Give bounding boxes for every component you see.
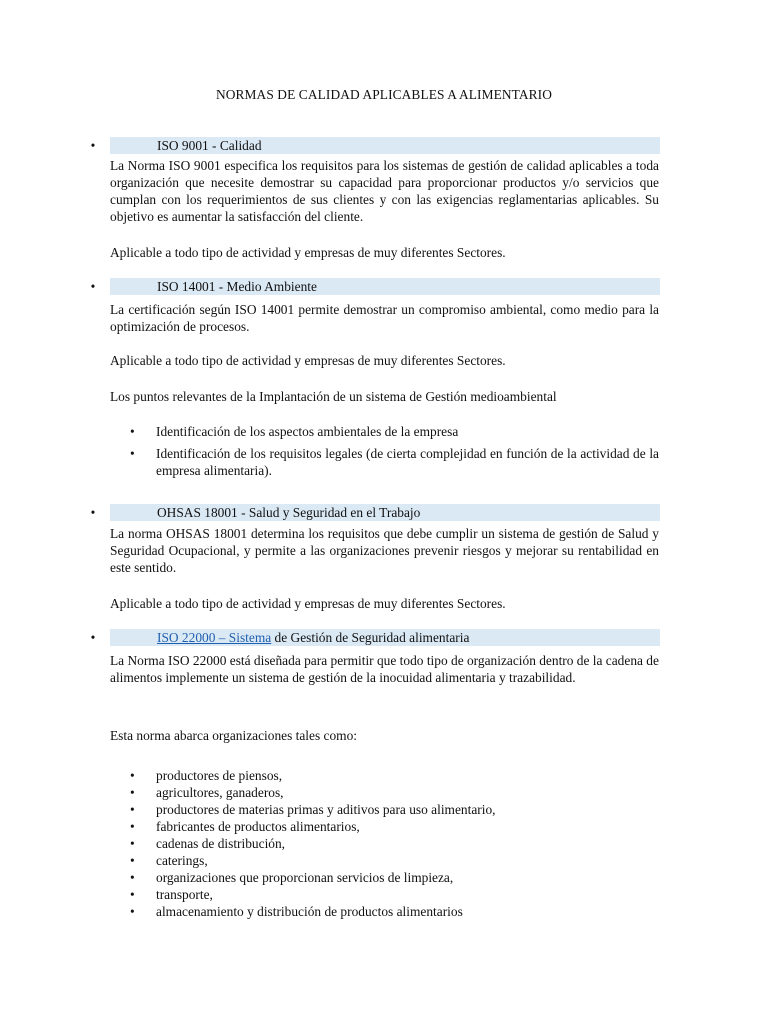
section-title-iso-22000-rest: de Gestión de Seguridad alimentaria: [271, 630, 470, 645]
paragraph-iso-14001-description: La certificación según ISO 14001 permite demostrar un compromiso ambiental, como medio para la optimización de procesos.: [110, 302, 659, 334]
paragraph-iso-14001-key-points: Los puntos relevantes de la Implantación de un sistema de Gestión medioambiental: [110, 389, 557, 404]
paragraph-iso-22000-description: La Norma ISO 22000 está diseñada para permitir que todo tipo de organización dentro de la cadena de alimentos implemente un sistema de gestión de la inocuidad alimentaria y trazabilidad.: [110, 653, 659, 685]
paragraph-iso-9001-applicability: Aplicable a todo tipo de actividad y empresas de muy diferentes Sectores.: [110, 245, 506, 260]
paragraph-iso-9001-description: La Norma ISO 9001 especifica los requisitos para los sistemas de gestión de calidad aplicables a toda organización que necesite demostrar su capacidad para proporcionar productos y/o servicios que cumplan con los requerimientos de sus clientes y con las exigencias reglamentarias aplicables. Su objetivo es aumentar la satisfacción del cliente.: [110, 158, 659, 224]
section-title-iso-9001: ISO 9001 - Calidad: [157, 138, 262, 153]
bullet: •: [90, 505, 96, 520]
bullet: •: [90, 279, 96, 294]
bullet: •: [90, 630, 96, 645]
iso-22000-link[interactable]: ISO 22000 – Sistema: [157, 630, 272, 645]
paragraph-iso-14001-applicability: Aplicable a todo tipo de actividad y empresas de muy diferentes Sectores.: [110, 353, 506, 368]
paragraph-iso-22000-scope: Esta norma abarca organizaciones tales como:: [110, 728, 358, 743]
paragraph-ohsas-18001-description: La norma OHSAS 18001 determina los requisitos que debe cumplir un sistema de gestión de Salud y Seguridad Ocupacional, y permite a las organizaciones prevenir riesgos y mejorar su rentabilidad en este sentido.: [110, 526, 659, 575]
document-title: NORMAS DE CALIDAD APLICABLES A ALIMENTARIO: [215, 87, 553, 102]
list-item: • Identificación de los aspectos ambientales de la empresa: [110, 423, 659, 440]
list-item: • productores de piensos,: [110, 767, 659, 784]
list-item: • almacenamiento y distribución de productos alimentarios: [110, 903, 659, 920]
section-title-iso-22000: [157, 629, 469, 646]
list-item: • cadenas de distribución,: [110, 835, 659, 852]
list-item: • transporte,: [110, 886, 659, 903]
list-item: • organizaciones que proporcionan servicios de limpieza,: [110, 869, 659, 886]
list-iso-22000-organizations: [110, 767, 659, 920]
section-title-iso-14001: ISO 14001 - Medio Ambiente: [157, 279, 317, 294]
list-item: • Identificación de los requisitos legales (de cierta complejidad en función de la actividad de la empresa alimentaria).: [110, 445, 659, 479]
bullet: •: [90, 138, 96, 153]
list-item: • fabricantes de productos alimentarios,: [110, 818, 659, 835]
list-item: • productores de materias primas y aditivos para uso alimentario,: [110, 801, 659, 818]
paragraph-ohsas-18001-applicability: Aplicable a todo tipo de actividad y empresas de muy diferentes Sectores.: [110, 596, 506, 611]
list-item: • agricultores, ganaderos,: [110, 784, 659, 801]
section-title-ohsas-18001: OHSAS 18001 - Salud y Seguridad en el Trabajo: [157, 505, 421, 520]
list-item: • caterings,: [110, 852, 659, 869]
list-iso-14001-points: [110, 423, 659, 479]
